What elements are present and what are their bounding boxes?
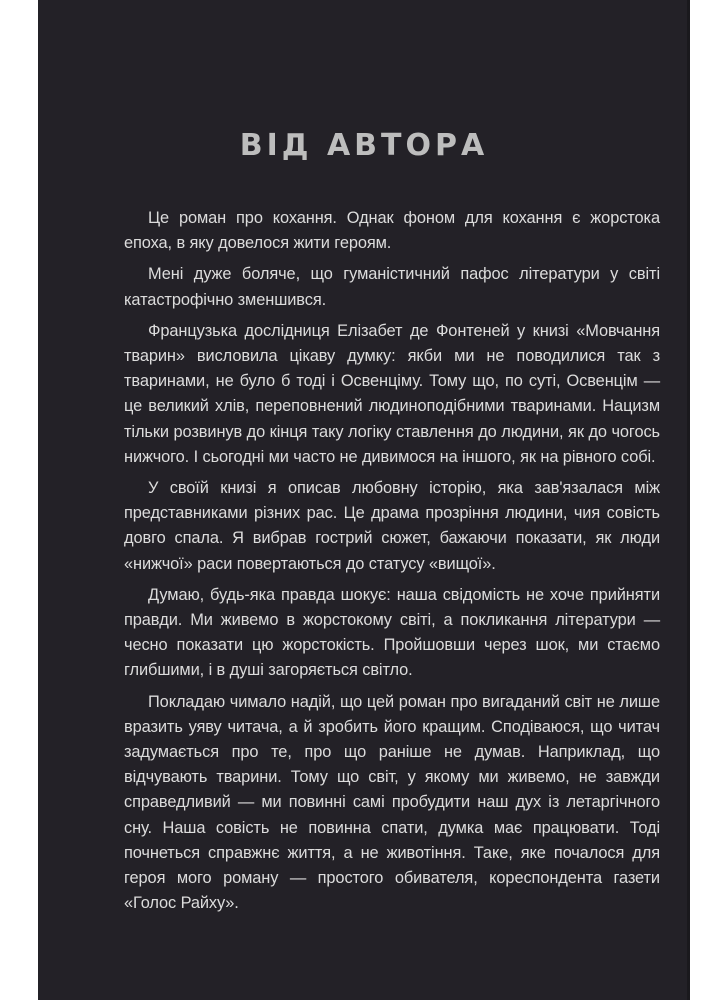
paragraph-2: Мені дуже боляче, що гуманістичний пафос літератури у світі катастрофічно зменшився. <box>124 265 660 309</box>
foreword-text <box>124 206 660 922</box>
paragraph-4: У своїй книзі я описав любовну історію, яка зав'язалася між представниками різних рас. Це драма прозріння людини, чия совість довго спала. Я вибрав гострий сюжет, бажаючи показати, як люди «нижчої» раси повертаються до статусу «вищої». <box>124 479 660 573</box>
paragraph-6: Покладаю чимало надій, що цей роман про вигаданий світ не лише вразить уяву читача, а й зробить його кращим. Сподіваюся, що читач задумається про те, про що раніше не думав. Наприклад, що відчувають тварини. Тому що світ, у якому ми живемо, не завжди справедливий — ми повинні самі пробудити наш дух із летаргічного сну. Наша совість не повинна спати, думка має працювати. Тоді почнеться справжнє життя, а не животіння. Таке, яке почалося для героя мого роману — простого обивателя, кореспондента газети «Голос Райху». <box>124 692 660 913</box>
page-title: ВІД АВТОРА <box>239 128 489 163</box>
paragraph-1: Це роман про кохання. Однак фоном для кохання є жорстока епоха, в яку довелося жити героям. <box>124 209 660 253</box>
book-page <box>38 0 690 1000</box>
paragraph-3: Французька дослідниця Елізабет де Фонтеней у книзі «Мовчання тварин» висловила цікаву думку: якби ми не поводилися так з тваринами, не було б тоді і Освенціму. Тому що, по суті, Освенцім — це великий хлів, переповнений людиноподібними тваринами. Нацизм тільки розвинув до кінця таку логіку ставлення до людини, як до чогось нижчого. І сьогодні ми часто не дивимося на іншого, як на рівного собі. <box>124 321 660 466</box>
paragraph-5: Думаю, будь-яка правда шокує: наша свідомість не хоче прийняти правди. Ми живемо в жорстокому світі, а покликання літератури — чесно показати цю жорстокість. Пройшовши через шок, ми стаємо глибшими, і в душі загоряється світло. <box>124 585 660 680</box>
